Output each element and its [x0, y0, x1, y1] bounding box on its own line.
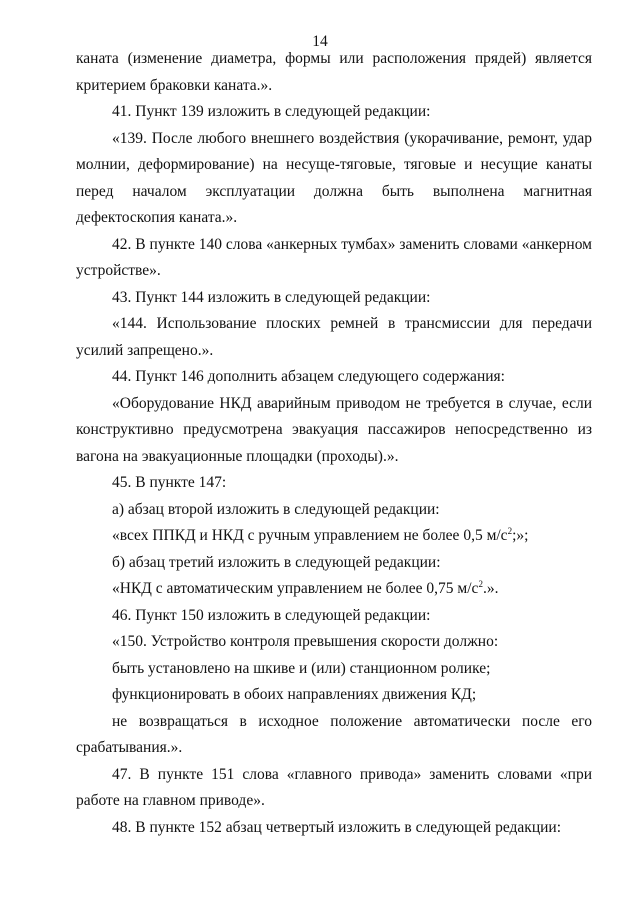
- quote-147-b-tail: .».: [482, 580, 499, 597]
- quote-147-b-text: «НКД с автоматическим управлением не более 0,75 м/с: [112, 580, 479, 597]
- quote-147-a-exponent: 2: [507, 526, 513, 536]
- quote-150-line-2: функционировать в обоих направлениях движения КД;: [112, 686, 477, 703]
- quote-150: «150. Устройство контроля превышения скорости должно:: [112, 633, 499, 650]
- item-45: 45. В пункте 147:: [112, 474, 227, 491]
- item-48: 48. В пункте 152 абзац четвертый изложить в следующей редакции:: [112, 818, 562, 836]
- quote-150-line-3: не возвращаться в исходное положение автоматически после его срабатывания.».: [76, 712, 592, 756]
- paragraph-continuation: каната (изменение диаметра, формы или расположения прядей) является критерием браковки каната.».: [76, 50, 592, 94]
- quote-147-b: [76, 576, 592, 603]
- quote-147-a: [76, 523, 592, 550]
- item-42: 42. В пункте 140 слова «анкерных тумбах» заменить словами «анкерном устройстве».: [76, 235, 592, 279]
- item-41: 41. Пункт 139 изложить в следующей редакции:: [112, 103, 431, 120]
- page-number: 14: [312, 33, 328, 50]
- quote-147-a-text: «всех ППКД и НКД с ручным управлением не более 0,5 м/с: [112, 527, 508, 544]
- quote-147-b-exponent: 2: [478, 579, 483, 589]
- item-45-b: б) абзац третий изложить в следующей редакции:: [112, 553, 441, 571]
- quote-139: «139. После любого внешнего воздействия (укорачивание, ремонт, удар молнии, деформирование) на несуще-тяговые, тяговые и несущие канаты перед началом эксплуатации должна быть выполнена магнитная дефектоскопия каната.».: [76, 129, 592, 226]
- item-44: 44. Пункт 146 дополнить абзацем следующего содержания:: [112, 368, 505, 385]
- document-body: [76, 46, 592, 841]
- quote-150-line-1: быть установлено на шкиве и (или) станционном ролике;: [112, 659, 491, 677]
- item-46: 46. Пункт 150 изложить в следующей редакции:: [112, 606, 431, 624]
- item-43: 43. Пункт 144 изложить в следующей редакции:: [112, 288, 431, 306]
- item-45-a: а) абзац второй изложить в следующей редакции:: [112, 500, 440, 518]
- quote-146: «Оборудование НКД аварийным приводом не требуется в случае, если конструктивно предусмотрена эвакуация пассажиров непосредственно из вагона на эвакуационные площадки (проходы).».: [76, 394, 592, 465]
- item-47: 47. В пункте 151 слова «главного привода» заменить словами «при работе на главном приводе».: [76, 765, 592, 809]
- quote-147-a-tail: ;»;: [512, 527, 529, 544]
- quote-144: «144. Использование плоских ремней в трансмиссии для передачи усилий запрещено.».: [76, 315, 592, 359]
